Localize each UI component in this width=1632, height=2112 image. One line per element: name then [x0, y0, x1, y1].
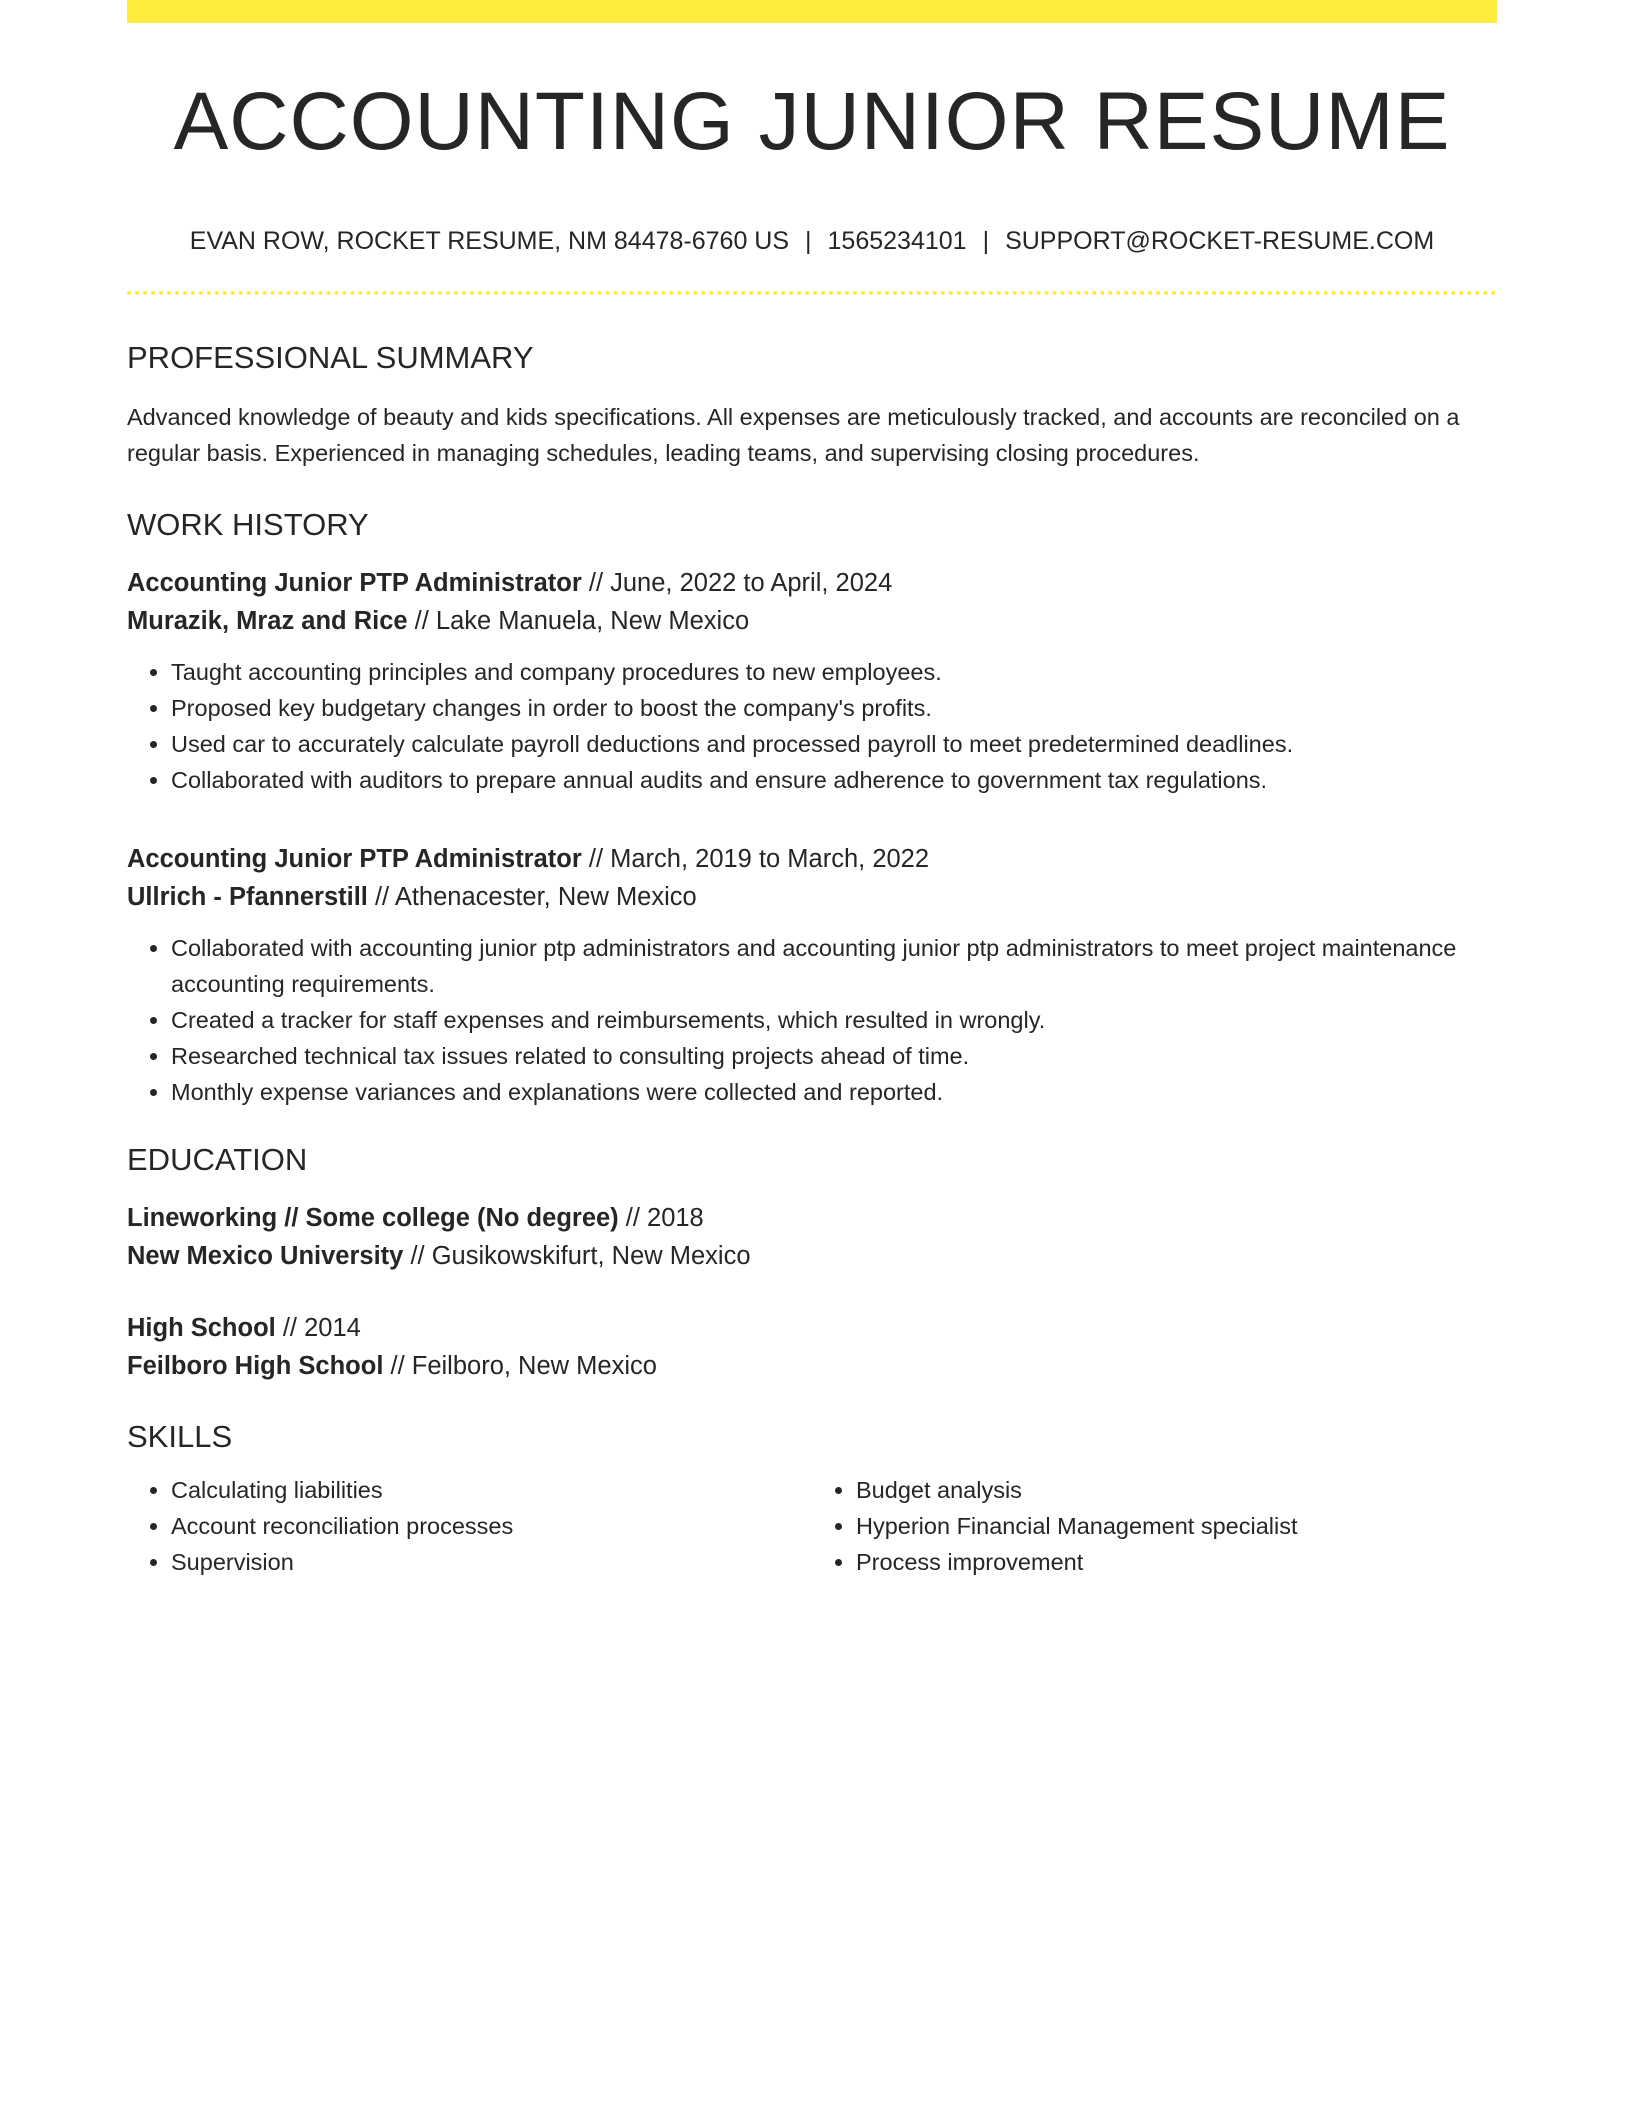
- education-year: // 2018: [618, 1204, 704, 1232]
- education-year: // 2014: [275, 1314, 361, 1342]
- resume-title: ACCOUNTING JUNIOR RESUME: [173, 76, 1451, 167]
- job-dates: // June, 2022 to April, 2024: [581, 569, 893, 597]
- education-school-line: [127, 1237, 1497, 1275]
- job-bullet: • Collaborated with auditors to prepare annual audits and ensure adherence to government tax regulations.: [171, 762, 1497, 798]
- job-title-line: [127, 564, 1497, 602]
- education-degree: Lineworking // Some college (No degree): [127, 1204, 619, 1232]
- job-title: Accounting Junior PTP Administrator: [127, 569, 582, 597]
- skill-item: • Supervision: [171, 1544, 812, 1580]
- skills-list-right: [812, 1472, 1497, 1580]
- job-location: // Lake Manuela, New Mexico: [407, 607, 750, 635]
- education-entry: [127, 1199, 1497, 1275]
- contact-separator: |: [805, 227, 812, 255]
- job-title: Accounting Junior PTP Administrator: [127, 845, 582, 873]
- contact-line: [127, 229, 1497, 254]
- job-bullets: [127, 654, 1497, 798]
- education-heading: EDUCATION: [127, 1142, 308, 1177]
- skill-item: • Process improvement: [856, 1544, 1497, 1580]
- education-school: Feilboro High School: [127, 1352, 384, 1380]
- skill-item: • Hyperion Financial Management specialist: [856, 1508, 1497, 1544]
- resume-page: [127, 0, 1497, 1580]
- job-bullet: • Taught accounting principles and company procedures to new employees.: [171, 654, 1497, 690]
- job-company-line: [127, 878, 1497, 916]
- education-degree-line: [127, 1309, 1497, 1347]
- dotted-divider: [127, 291, 1497, 295]
- job-company: Ullrich - Pfannerstill: [127, 883, 368, 911]
- job-bullet: • Researched technical tax issues related to consulting projects ahead of time.: [171, 1038, 1497, 1074]
- contact-address: EVAN ROW, ROCKET RESUME, NM 84478-6760 US: [189, 227, 790, 255]
- skills-list-left: [127, 1472, 812, 1580]
- education-entry: [127, 1309, 1497, 1385]
- job-dates: // March, 2019 to March, 2022: [581, 845, 930, 873]
- skills-heading: SKILLS: [127, 1419, 233, 1454]
- job-company-line: [127, 602, 1497, 640]
- summary-text: Advanced knowledge of beauty and kids specifications. All expenses are meticulously tracked, and accounts are reconciled on a regular basis. Experienced in managing schedules, leading teams, and supervising closing procedures.: [127, 404, 1460, 466]
- job-header: [127, 564, 1497, 640]
- job-bullet: • Monthly expense variances and explanations were collected and reported.: [171, 1074, 1497, 1110]
- job-header: [127, 840, 1497, 916]
- job-location: // Athenacester, New Mexico: [367, 883, 697, 911]
- accent-top-bar: [127, 0, 1497, 23]
- job-company: Murazik, Mraz and Rice: [127, 607, 408, 635]
- education-school-line: [127, 1347, 1497, 1385]
- work-history-heading: WORK HISTORY: [127, 507, 369, 542]
- contact-phone: 1565234101: [827, 227, 967, 255]
- summary-heading: PROFESSIONAL SUMMARY: [127, 340, 534, 375]
- skills-columns: [127, 1472, 1497, 1580]
- skill-item: • Calculating liabilities: [171, 1472, 812, 1508]
- job-bullet: • Used car to accurately calculate payroll deductions and processed payroll to meet predetermined deadlines.: [171, 726, 1497, 762]
- skill-item: • Budget analysis: [856, 1472, 1497, 1508]
- contact-separator: |: [982, 227, 990, 255]
- education-location: // Gusikowskifurt, New Mexico: [403, 1242, 751, 1270]
- job-title-line: [127, 840, 1497, 878]
- job-bullets: [127, 930, 1497, 1110]
- skill-item: • Account reconciliation processes: [171, 1508, 812, 1544]
- education-degree-line: [127, 1199, 1497, 1237]
- job-bullet: • Collaborated with accounting junior ptp administrators and accounting junior ptp administrators to meet project maintenance accounting requirements.: [171, 930, 1497, 1002]
- education-degree: High School: [127, 1314, 276, 1342]
- education-school: New Mexico University: [127, 1242, 404, 1270]
- contact-email: SUPPORT@ROCKET-RESUME.COM: [1005, 227, 1435, 255]
- job-bullet: • Proposed key budgetary changes in order to boost the company's profits.: [171, 690, 1497, 726]
- education-location: // Feilboro, New Mexico: [383, 1352, 657, 1380]
- job-bullet: • Created a tracker for staff expenses and reimbursements, which resulted in wrongly.: [171, 1002, 1497, 1038]
